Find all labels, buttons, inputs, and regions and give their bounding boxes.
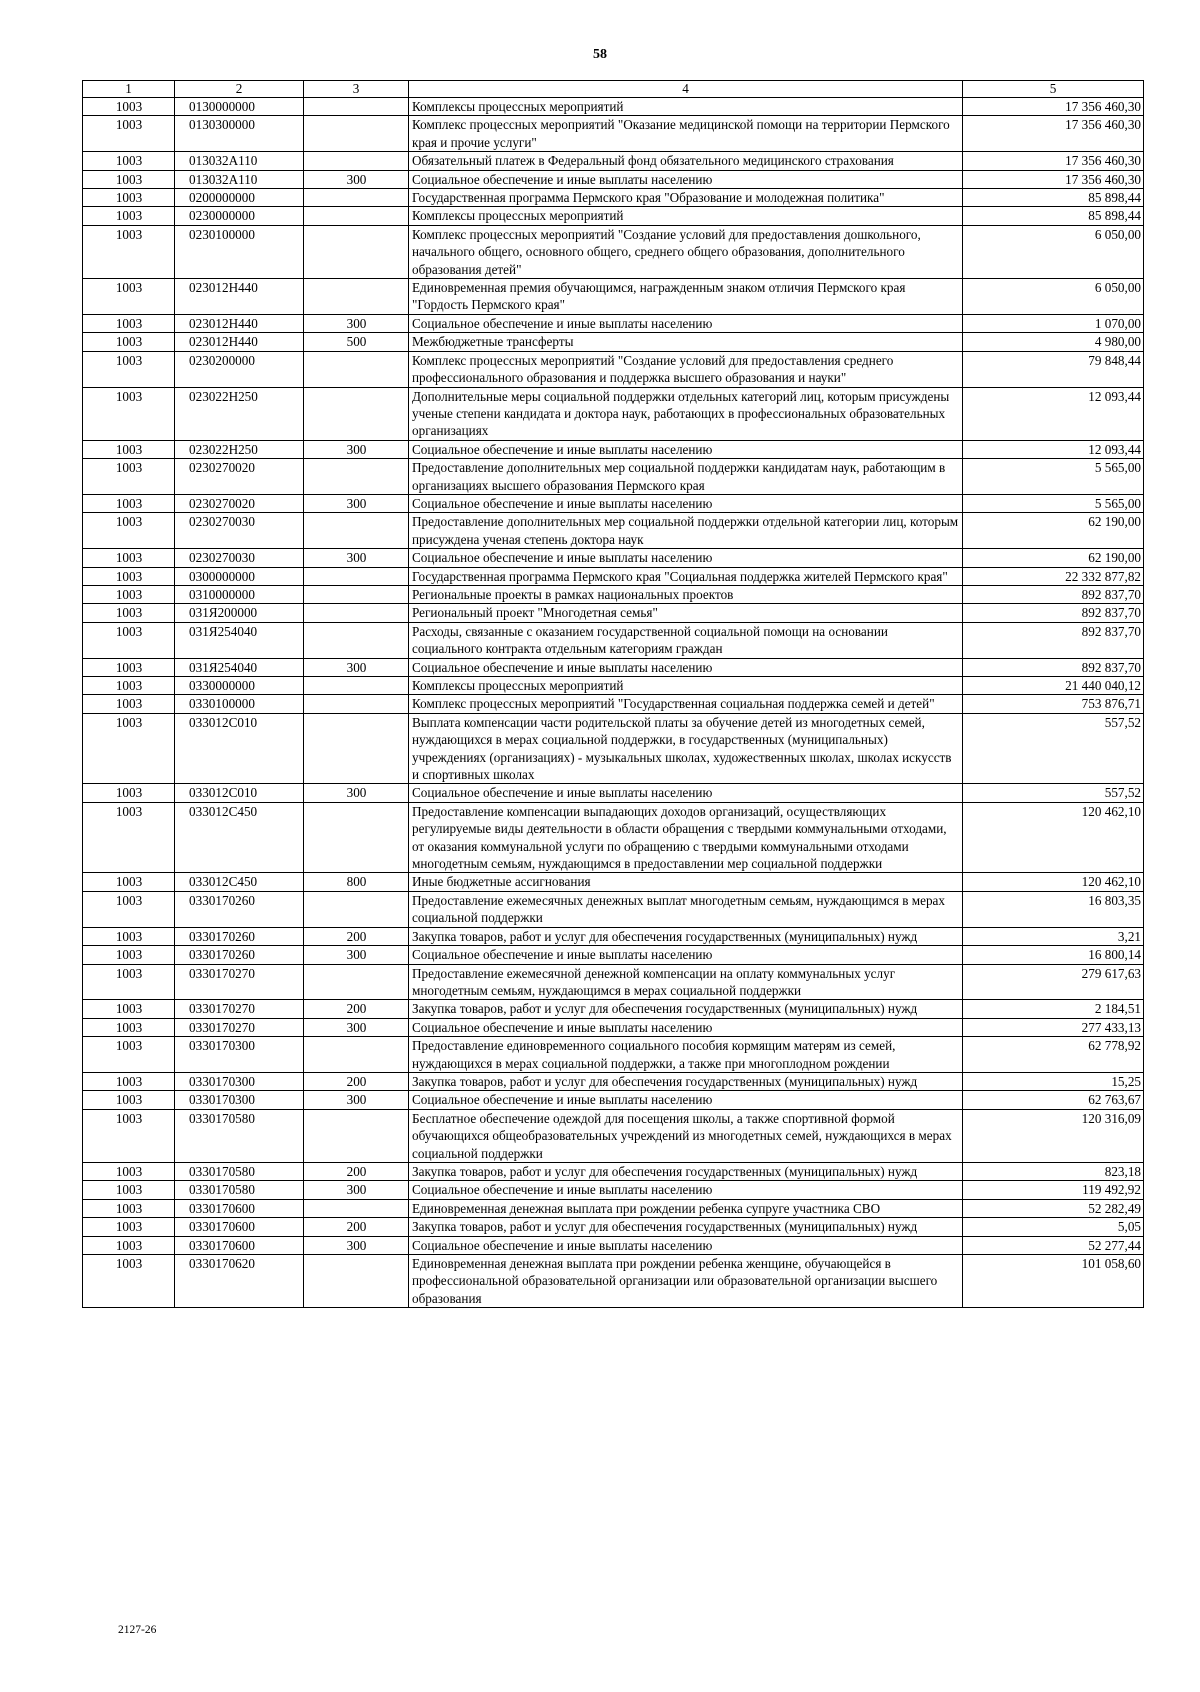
table-row xyxy=(83,1181,1144,1199)
expense-type-cell: 300 xyxy=(304,658,409,676)
section-code-cell: 1003 xyxy=(83,1181,175,1199)
target-item-cell: 033012С010 xyxy=(175,713,304,784)
table-row xyxy=(83,695,1144,713)
description-cell: Социальное обеспечение и иные выплаты населению xyxy=(409,170,963,188)
amount-cell: 17 356 460,30 xyxy=(963,116,1144,152)
description-cell: Закупка товаров, работ и услуг для обеспечения государственных (муниципальных) нужд xyxy=(409,1000,963,1018)
section-code-cell: 1003 xyxy=(83,1236,175,1254)
target-item-cell: 013032А110 xyxy=(175,152,304,170)
expense-type-cell xyxy=(304,1199,409,1217)
target-item-cell: 023022Н250 xyxy=(175,440,304,458)
expense-type-cell xyxy=(304,585,409,603)
amount-cell: 62 778,92 xyxy=(963,1037,1144,1073)
amount-cell: 892 837,70 xyxy=(963,658,1144,676)
table-row xyxy=(83,784,1144,802)
table-row xyxy=(83,604,1144,622)
amount-cell: 17 356 460,30 xyxy=(963,152,1144,170)
description-cell: Предоставление ежемесячных денежных выплат многодетным семьям, нуждающимся в мерах социальной поддержки xyxy=(409,891,963,927)
section-code-cell: 1003 xyxy=(83,152,175,170)
expense-type-cell xyxy=(304,695,409,713)
target-item-cell: 0330170580 xyxy=(175,1162,304,1180)
section-code-cell: 1003 xyxy=(83,802,175,873)
section-code-cell: 1003 xyxy=(83,1018,175,1036)
target-item-cell: 023012Н440 xyxy=(175,333,304,351)
target-item-cell: 0330000000 xyxy=(175,677,304,695)
section-code-cell: 1003 xyxy=(83,1199,175,1217)
table-row xyxy=(83,1109,1144,1162)
expense-type-cell xyxy=(304,891,409,927)
amount-cell: 5 565,00 xyxy=(963,459,1144,495)
amount-cell: 17 356 460,30 xyxy=(963,98,1144,116)
table-row xyxy=(83,207,1144,225)
description-cell: Предоставление ежемесячной денежной компенсации на оплату коммунальных услуг многодетным семьям, нуждающимся в мерах социальной поддержки xyxy=(409,964,963,1000)
section-code-cell: 1003 xyxy=(83,567,175,585)
description-cell: Комплекс процессных мероприятий "Оказание медицинской помощи на территории Пермского края и прочие услуги" xyxy=(409,116,963,152)
description-cell: Межбюджетные трансферты xyxy=(409,333,963,351)
amount-cell: 279 617,63 xyxy=(963,964,1144,1000)
amount-cell: 892 837,70 xyxy=(963,585,1144,603)
table-row xyxy=(83,1037,1144,1073)
table-row xyxy=(83,585,1144,603)
target-item-cell: 0330170580 xyxy=(175,1181,304,1199)
table-row xyxy=(83,314,1144,332)
section-code-cell: 1003 xyxy=(83,927,175,945)
amount-cell: 120 462,10 xyxy=(963,873,1144,891)
table-row xyxy=(83,1236,1144,1254)
table-row xyxy=(83,189,1144,207)
description-cell: Закупка товаров, работ и услуг для обеспечения государственных (муниципальных) нужд xyxy=(409,1072,963,1090)
table-row xyxy=(83,891,1144,927)
amount-cell: 17 356 460,30 xyxy=(963,170,1144,188)
amount-cell: 12 093,44 xyxy=(963,387,1144,440)
table-row xyxy=(83,494,1144,512)
description-cell: Комплексы процессных мероприятий xyxy=(409,677,963,695)
amount-cell: 85 898,44 xyxy=(963,207,1144,225)
amount-cell: 3,21 xyxy=(963,927,1144,945)
amount-cell: 557,52 xyxy=(963,784,1144,802)
table-row xyxy=(83,116,1144,152)
expense-type-cell xyxy=(304,98,409,116)
section-code-cell: 1003 xyxy=(83,207,175,225)
target-item-cell: 0330170260 xyxy=(175,946,304,964)
amount-cell: 21 440 040,12 xyxy=(963,677,1144,695)
target-item-cell: 0330170600 xyxy=(175,1218,304,1236)
section-code-cell: 1003 xyxy=(83,1162,175,1180)
budget-table xyxy=(82,80,1144,1308)
table-row xyxy=(83,873,1144,891)
section-code-cell: 1003 xyxy=(83,513,175,549)
description-cell: Закупка товаров, работ и услуг для обеспечения государственных (муниципальных) нужд xyxy=(409,927,963,945)
expense-type-cell xyxy=(304,459,409,495)
expense-type-cell xyxy=(304,152,409,170)
amount-cell: 557,52 xyxy=(963,713,1144,784)
section-code-cell: 1003 xyxy=(83,1218,175,1236)
target-item-cell: 023022Н250 xyxy=(175,387,304,440)
description-cell: Социальное обеспечение и иные выплаты населению xyxy=(409,549,963,567)
amount-cell: 52 282,49 xyxy=(963,1199,1144,1217)
expense-type-cell: 200 xyxy=(304,927,409,945)
target-item-cell: 033012С450 xyxy=(175,802,304,873)
expense-type-cell: 200 xyxy=(304,1218,409,1236)
section-code-cell: 1003 xyxy=(83,946,175,964)
description-cell: Предоставление компенсации выпадающих доходов организаций, осуществляющих регулируемые виды деятельности в области обращения с твердыми коммунальными отходами, от оказания коммунальной услуги по обращению с твердыми коммунальными отходами многодетным семьям, нуждающимся в предоставлении мер социальной поддержки xyxy=(409,802,963,873)
amount-cell: 22 332 877,82 xyxy=(963,567,1144,585)
expense-type-cell: 300 xyxy=(304,1181,409,1199)
amount-cell: 120 462,10 xyxy=(963,802,1144,873)
description-cell: Единовременная денежная выплата при рождении ребенка супруге участника СВО xyxy=(409,1199,963,1217)
table-row xyxy=(83,351,1144,387)
expense-type-cell: 300 xyxy=(304,440,409,458)
target-item-cell: 0230270020 xyxy=(175,494,304,512)
target-item-cell: 0230100000 xyxy=(175,225,304,278)
description-cell: Государственная программа Пермского края "Образование и молодежная политика" xyxy=(409,189,963,207)
expense-type-cell xyxy=(304,225,409,278)
amount-cell: 1 070,00 xyxy=(963,314,1144,332)
table-row xyxy=(83,1218,1144,1236)
target-item-cell: 0330170620 xyxy=(175,1255,304,1308)
expense-type-cell xyxy=(304,351,409,387)
amount-cell: 120 316,09 xyxy=(963,1109,1144,1162)
expense-type-cell xyxy=(304,677,409,695)
target-item-cell: 031Я200000 xyxy=(175,604,304,622)
expense-type-cell xyxy=(304,207,409,225)
target-item-cell: 0330170270 xyxy=(175,1018,304,1036)
expense-type-cell: 300 xyxy=(304,784,409,802)
expense-type-cell xyxy=(304,1255,409,1308)
target-item-cell: 0300000000 xyxy=(175,567,304,585)
section-code-cell: 1003 xyxy=(83,1000,175,1018)
amount-cell: 12 093,44 xyxy=(963,440,1144,458)
header-cell: 2 xyxy=(175,81,304,98)
table-row xyxy=(83,802,1144,873)
section-code-cell: 1003 xyxy=(83,494,175,512)
amount-cell: 85 898,44 xyxy=(963,189,1144,207)
section-code-cell: 1003 xyxy=(83,549,175,567)
expense-type-cell xyxy=(304,189,409,207)
section-code-cell: 1003 xyxy=(83,713,175,784)
expense-type-cell xyxy=(304,1109,409,1162)
expense-type-cell xyxy=(304,387,409,440)
amount-cell: 62 190,00 xyxy=(963,513,1144,549)
expense-type-cell: 200 xyxy=(304,1072,409,1090)
amount-cell: 16 800,14 xyxy=(963,946,1144,964)
table-row xyxy=(83,964,1144,1000)
amount-cell: 5,05 xyxy=(963,1218,1144,1236)
description-cell: Единовременная премия обучающимся, награжденным знаком отличия Пермского края "Гордость Пермского края" xyxy=(409,279,963,315)
target-item-cell: 0130300000 xyxy=(175,116,304,152)
amount-cell: 892 837,70 xyxy=(963,604,1144,622)
expense-type-cell: 200 xyxy=(304,1162,409,1180)
section-code-cell: 1003 xyxy=(83,1109,175,1162)
description-cell: Выплата компенсации части родительской платы за обучение детей из многодетных семей, нуждающихся в мерах социальной поддержки, в государственных (муниципальных) учреждениях (организациях) - музыкальных школах, художественных школах, школах искусств и спортивных школах xyxy=(409,713,963,784)
target-item-cell: 0230200000 xyxy=(175,351,304,387)
section-code-cell: 1003 xyxy=(83,459,175,495)
table-row xyxy=(83,440,1144,458)
target-item-cell: 023012Н440 xyxy=(175,314,304,332)
target-item-cell: 0330170300 xyxy=(175,1037,304,1073)
description-cell: Социальное обеспечение и иные выплаты населению xyxy=(409,1236,963,1254)
header-row xyxy=(83,81,1144,98)
section-code-cell: 1003 xyxy=(83,1255,175,1308)
expense-type-cell: 500 xyxy=(304,333,409,351)
description-cell: Социальное обеспечение и иные выплаты населению xyxy=(409,1181,963,1199)
expense-type-cell: 300 xyxy=(304,549,409,567)
section-code-cell: 1003 xyxy=(83,170,175,188)
description-cell: Социальное обеспечение и иные выплаты населению xyxy=(409,784,963,802)
table-row xyxy=(83,279,1144,315)
header-cell: 5 xyxy=(963,81,1144,98)
table-row xyxy=(83,713,1144,784)
table-row xyxy=(83,549,1144,567)
target-item-cell: 013032А110 xyxy=(175,170,304,188)
description-cell: Обязательный платеж в Федеральный фонд обязательного медицинского страхования xyxy=(409,152,963,170)
table-row xyxy=(83,622,1144,658)
section-code-cell: 1003 xyxy=(83,585,175,603)
description-cell: Комплексы процессных мероприятий xyxy=(409,98,963,116)
table-row xyxy=(83,567,1144,585)
expense-type-cell xyxy=(304,713,409,784)
expense-type-cell xyxy=(304,513,409,549)
amount-cell: 277 433,13 xyxy=(963,1018,1144,1036)
footer-code: 2127-26 xyxy=(118,1624,157,1636)
description-cell: Социальное обеспечение и иные выплаты населению xyxy=(409,658,963,676)
table-row xyxy=(83,1255,1144,1308)
amount-cell: 2 184,51 xyxy=(963,1000,1144,1018)
header-cell: 1 xyxy=(83,81,175,98)
expense-type-cell: 300 xyxy=(304,1236,409,1254)
target-item-cell: 0330170600 xyxy=(175,1236,304,1254)
amount-cell: 6 050,00 xyxy=(963,225,1144,278)
table-row xyxy=(83,513,1144,549)
section-code-cell: 1003 xyxy=(83,658,175,676)
section-code-cell: 1003 xyxy=(83,891,175,927)
amount-cell: 79 848,44 xyxy=(963,351,1144,387)
description-cell: Предоставление дополнительных мер социальной поддержки кандидатам наук, работающим в организациях высшего образования Пермского края xyxy=(409,459,963,495)
amount-cell: 101 058,60 xyxy=(963,1255,1144,1308)
description-cell: Бесплатное обеспечение одеждой для посещения школы, а также спортивной формой обучающихся общеобразовательных учреждений из многодетных семей, нуждающихся в мерах социальной поддержки xyxy=(409,1109,963,1162)
table-row xyxy=(83,658,1144,676)
table-body xyxy=(83,98,1144,1308)
section-code-cell: 1003 xyxy=(83,440,175,458)
section-code-cell: 1003 xyxy=(83,314,175,332)
table-row xyxy=(83,677,1144,695)
expense-type-cell xyxy=(304,1037,409,1073)
table-row xyxy=(83,98,1144,116)
expense-type-cell: 300 xyxy=(304,314,409,332)
target-item-cell: 0330170260 xyxy=(175,927,304,945)
description-cell: Социальное обеспечение и иные выплаты населению xyxy=(409,946,963,964)
expense-type-cell xyxy=(304,964,409,1000)
target-item-cell: 0230000000 xyxy=(175,207,304,225)
description-cell: Региональный проект "Многодетная семья" xyxy=(409,604,963,622)
section-code-cell: 1003 xyxy=(83,333,175,351)
section-code-cell: 1003 xyxy=(83,1091,175,1109)
description-cell: Региональные проекты в рамках национальных проектов xyxy=(409,585,963,603)
description-cell: Социальное обеспечение и иные выплаты населению xyxy=(409,1018,963,1036)
description-cell: Иные бюджетные ассигнования xyxy=(409,873,963,891)
table-row xyxy=(83,225,1144,278)
table-row xyxy=(83,1162,1144,1180)
table-row xyxy=(83,1091,1144,1109)
section-code-cell: 1003 xyxy=(83,677,175,695)
amount-cell: 52 277,44 xyxy=(963,1236,1144,1254)
target-item-cell: 0330170300 xyxy=(175,1091,304,1109)
description-cell: Единовременная денежная выплата при рождении ребенка женщине, обучающейся в профессиональной образовательной организации или образовательной организации высшего образования xyxy=(409,1255,963,1308)
expense-type-cell xyxy=(304,622,409,658)
description-cell: Социальное обеспечение и иные выплаты населению xyxy=(409,314,963,332)
description-cell: Социальное обеспечение и иные выплаты населению xyxy=(409,1091,963,1109)
table-row xyxy=(83,333,1144,351)
description-cell: Закупка товаров, работ и услуг для обеспечения государственных (муниципальных) нужд xyxy=(409,1162,963,1180)
target-item-cell: 0200000000 xyxy=(175,189,304,207)
table-row xyxy=(83,170,1144,188)
expense-type-cell: 300 xyxy=(304,1091,409,1109)
amount-cell: 62 763,67 xyxy=(963,1091,1144,1109)
amount-cell: 6 050,00 xyxy=(963,279,1144,315)
target-item-cell: 031Я254040 xyxy=(175,658,304,676)
amount-cell: 16 803,35 xyxy=(963,891,1144,927)
target-item-cell: 0330100000 xyxy=(175,695,304,713)
description-cell: Социальное обеспечение и иные выплаты населению xyxy=(409,494,963,512)
target-item-cell: 0330170270 xyxy=(175,1000,304,1018)
target-item-cell: 031Я254040 xyxy=(175,622,304,658)
page-number: 58 xyxy=(593,47,607,62)
amount-cell: 4 980,00 xyxy=(963,333,1144,351)
header-cell: 3 xyxy=(304,81,409,98)
table-row xyxy=(83,1018,1144,1036)
amount-cell: 15,25 xyxy=(963,1072,1144,1090)
expense-type-cell xyxy=(304,802,409,873)
section-code-cell: 1003 xyxy=(83,387,175,440)
section-code-cell: 1003 xyxy=(83,964,175,1000)
table-row xyxy=(83,1000,1144,1018)
section-code-cell: 1003 xyxy=(83,1037,175,1073)
expense-type-cell xyxy=(304,567,409,585)
description-cell: Дополнительные меры социальной поддержки отдельных категорий лиц, которым присуждены ученые степени кандидата и доктора наук, работающих в профессиональных образовательных организациях xyxy=(409,387,963,440)
table-row xyxy=(83,946,1144,964)
target-item-cell: 0330170580 xyxy=(175,1109,304,1162)
amount-cell: 823,18 xyxy=(963,1162,1144,1180)
expense-type-cell xyxy=(304,116,409,152)
description-cell: Комплекс процессных мероприятий "Создание условий для предоставления среднего профессионального образования и поддержка высшего образования и науки" xyxy=(409,351,963,387)
description-cell: Социальное обеспечение и иные выплаты населению xyxy=(409,440,963,458)
target-item-cell: 033012С450 xyxy=(175,873,304,891)
amount-cell: 892 837,70 xyxy=(963,622,1144,658)
section-code-cell: 1003 xyxy=(83,225,175,278)
section-code-cell: 1003 xyxy=(83,604,175,622)
section-code-cell: 1003 xyxy=(83,189,175,207)
section-code-cell: 1003 xyxy=(83,784,175,802)
target-item-cell: 023012Н440 xyxy=(175,279,304,315)
target-item-cell: 0330170600 xyxy=(175,1199,304,1217)
expense-type-cell: 200 xyxy=(304,1000,409,1018)
section-code-cell: 1003 xyxy=(83,622,175,658)
target-item-cell: 0330170270 xyxy=(175,964,304,1000)
expense-type-cell: 300 xyxy=(304,170,409,188)
description-cell: Предоставление единовременного социального пособия кормящим матерям из семей, нуждающихся в мерах социальной поддержки, а также при многоплодном рождении xyxy=(409,1037,963,1073)
target-item-cell: 0130000000 xyxy=(175,98,304,116)
description-cell: Комплексы процессных мероприятий xyxy=(409,207,963,225)
section-code-cell: 1003 xyxy=(83,1072,175,1090)
target-item-cell: 033012С010 xyxy=(175,784,304,802)
target-item-cell: 0330170300 xyxy=(175,1072,304,1090)
target-item-cell: 0230270030 xyxy=(175,549,304,567)
expense-type-cell: 300 xyxy=(304,1018,409,1036)
amount-cell: 753 876,71 xyxy=(963,695,1144,713)
expense-type-cell: 300 xyxy=(304,946,409,964)
amount-cell: 62 190,00 xyxy=(963,549,1144,567)
expense-type-cell: 800 xyxy=(304,873,409,891)
description-cell: Расходы, связанные с оказанием государственной социальной помощи на основании социального контракта отдельным категориям граждан xyxy=(409,622,963,658)
description-cell: Комплекс процессных мероприятий "Создание условий для предоставления дошкольного, начального общего, основного общего, среднего общего образования, дополнительного образования детей" xyxy=(409,225,963,278)
table-row xyxy=(83,387,1144,440)
description-cell: Предоставление дополнительных мер социальной поддержки отдельной категории лиц, которым присуждена ученая степень доктора наук xyxy=(409,513,963,549)
table-row xyxy=(83,927,1144,945)
section-code-cell: 1003 xyxy=(83,351,175,387)
description-cell: Закупка товаров, работ и услуг для обеспечения государственных (муниципальных) нужд xyxy=(409,1218,963,1236)
description-cell: Комплекс процессных мероприятий "Государственная социальная поддержка семей и детей" xyxy=(409,695,963,713)
section-code-cell: 1003 xyxy=(83,279,175,315)
table-row xyxy=(83,1072,1144,1090)
expense-type-cell: 300 xyxy=(304,494,409,512)
section-code-cell: 1003 xyxy=(83,116,175,152)
target-item-cell: 0230270020 xyxy=(175,459,304,495)
expense-type-cell xyxy=(304,604,409,622)
section-code-cell: 1003 xyxy=(83,873,175,891)
description-cell: Государственная программа Пермского края "Социальная поддержка жителей Пермского края" xyxy=(409,567,963,585)
amount-cell: 5 565,00 xyxy=(963,494,1144,512)
header-cell: 4 xyxy=(409,81,963,98)
table-row xyxy=(83,152,1144,170)
table-row xyxy=(83,459,1144,495)
amount-cell: 119 492,92 xyxy=(963,1181,1144,1199)
expense-type-cell xyxy=(304,279,409,315)
section-code-cell: 1003 xyxy=(83,695,175,713)
target-item-cell: 0230270030 xyxy=(175,513,304,549)
target-item-cell: 0310000000 xyxy=(175,585,304,603)
table-row xyxy=(83,1199,1144,1217)
section-code-cell: 1003 xyxy=(83,98,175,116)
target-item-cell: 0330170260 xyxy=(175,891,304,927)
